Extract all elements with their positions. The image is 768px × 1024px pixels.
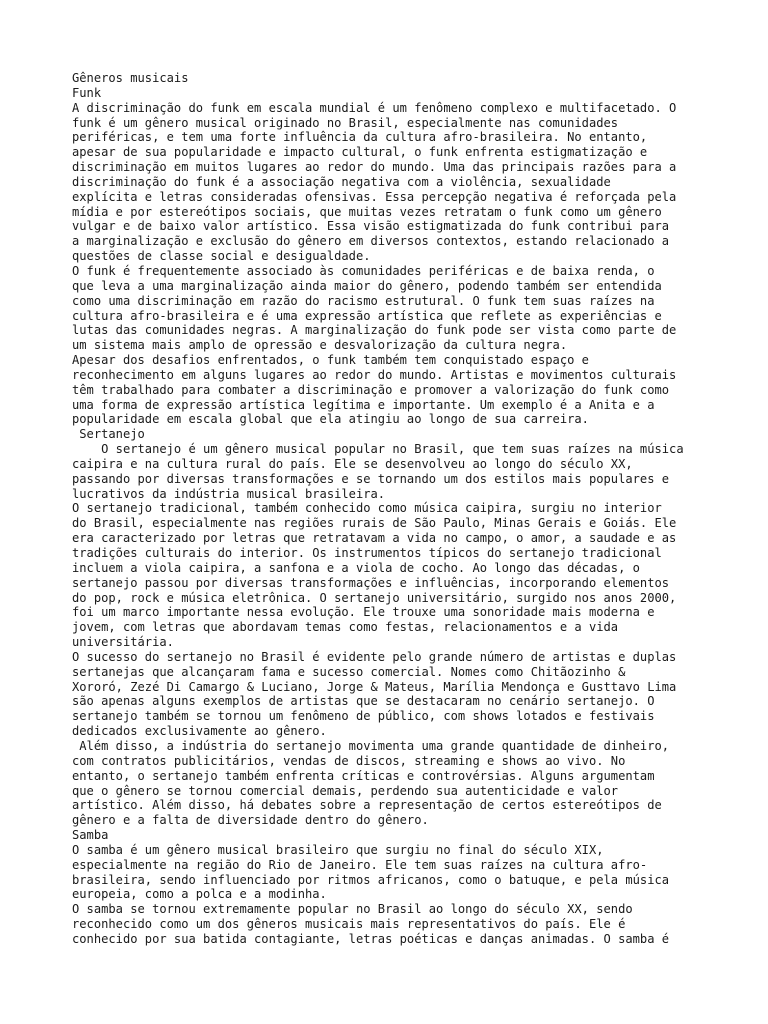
text-line: passando por diversas transformações e se tornando um dos estilos mais populares e [72,471,670,486]
text-line: do Brasil, especialmente nas regiões rurais de São Paulo, Minas Gerais e Goiás. Ele [72,516,677,531]
section-heading-funk: Funk [72,85,102,100]
text-line: com contratos publicitários, vendas de discos, streaming e shows ao vivo. No [72,753,626,768]
text-line: discriminação do funk é a associação negativa com a violência, sexualidade [72,174,611,189]
text-line: periféricas, e tem uma forte influência da cultura afro-brasileira. No entanto, [72,130,648,145]
text-line: gênero e a falta de diversidade dentro do gênero. [72,813,429,828]
text-line: sertanejo também se tornou um fenômeno de público, com shows lotados e festivais [72,709,655,724]
text-line: era caracterizado por letras que retratavam a vida no campo, o amor, a saudade e as [72,531,677,546]
text-line: Além disso, a indústria do sertanejo movimenta uma grande quantidade de dinheiro, [72,738,670,753]
text-line: brasileira, sendo influenciado por ritmos africanos, como o batuque, e pela música [72,872,670,887]
text-line: reconhecimento em alguns lugares ao redor do mundo. Artistas e movimentos culturais [72,367,677,382]
section-heading-samba: Samba [72,828,109,843]
text-line: a marginalização e exclusão do gênero em diversos contextos, estando relacionado a [72,234,670,249]
text-line: conhecido por sua batida contagiante, letras poéticas e danças animadas. O samba é [72,931,670,946]
text-line: sertanejo passou por diversas transformações e influências, incorporando elementos [72,575,670,590]
text-line: dedicados exclusivamente ao gênero. [72,724,327,739]
section-heading-sertanejo: Sertanejo [72,427,145,442]
text-line: mídia e por estereótipos sociais, que muitas vezes retratam o funk como um gênero [72,204,662,219]
text-line: O sertanejo é um gênero musical popular no Brasil, que tem suas raízes na música [72,442,684,457]
text-line: O samba é um gênero musical brasileiro que surgiu no final do século XIX, [72,842,604,857]
text-line: questões de classe social e desigualdade. [72,249,371,264]
text-line: entanto, o sertanejo também enfrenta críticas e controvérsias. Alguns argumentam [72,768,655,783]
text-line: foi um marco importante nessa evolução. Ele trouxe uma sonoridade mais moderna e [72,605,655,620]
text-line: popularidade em escala global que ela atingiu ao longo de sua carreira. [72,412,589,427]
text-line: O funk é frequentemente associado às comunidades periféricas e de baixa renda, o [72,263,655,278]
text-line: O samba se tornou extremamente popular no Brasil ao longo do século XX, sendo [72,902,633,917]
document-page [72,71,702,947]
text-line: especialmente na região do Rio de Janeiro. Ele tem suas raízes na cultura afro- [72,857,648,872]
text-line: tradições culturais do interior. Os instrumentos típicos do sertanejo tradicional [72,546,662,560]
text-line: vulgar e de baixo valor artístico. Essa visão estigmatizada do funk contribui para [72,219,670,234]
text-line: O sucesso do sertanejo no Brasil é evidente pelo grande número de artistas e duplas [72,649,677,664]
text-line: O sertanejo tradicional, também conhecido como música caipira, surgiu no interior [72,501,662,516]
text-line: sertanejas que alcançaram fama e sucesso comercial. Nomes como Chitãozinho & [72,664,626,679]
text-line: lucrativos da indústria musical brasileira. [72,486,386,501]
text-line: do pop, rock e música eletrônica. O sertanejo universitário, surgido nos anos 2000, [72,590,677,605]
text-line: que o gênero se tornou comercial demais, perdendo sua autenticidade e valor [72,783,619,798]
text-line: explícita e letras consideradas ofensivas. Essa percepção negativa é reforçada pela [72,189,677,204]
text-line: têm trabalhado para combater a discriminação e promover a valorização do funk como [72,382,670,397]
text-line: como uma discriminação em razão do racismo estrutural. O funk tem suas raízes na [72,293,655,308]
text-line: apesar de sua popularidade e impacto cultural, o funk enfrenta estigmatização e [72,145,648,160]
text-line: são apenas alguns exemplos de artistas que se destacaram no cenário sertanejo. O [72,694,655,709]
text-line: caipira e na cultura rural do país. Ele se desenvolveu ao longo do século XX, [72,456,633,471]
text-line: que leva a uma marginalização ainda maior do gênero, podendo também ser entendida [72,278,662,293]
text-line: europeia, como a polca e a modinha. [72,887,327,902]
text-line: lutas das comunidades negras. A marginalização do funk pode ser vista como parte de [72,323,677,338]
text-line: um sistema mais amplo de opressão e desvalorização da cultura negra. [72,338,568,353]
text-line: incluem a viola caipira, a sanfona e a viola de cocho. Ao longo das décadas, o [72,560,640,575]
text-line: artístico. Além disso, há debates sobre a representação de certos estereótipos de [72,798,662,813]
text-line: cultura afro-brasileira e é uma expressão artística que reflete as experiências e [72,308,662,323]
text-line: discriminação em muitos lugares ao redor do mundo. Uma das principais razões para a [72,160,677,175]
text-line: uma forma de expressão artística legítima e importante. Um exemplo é a Anita e a [72,397,655,412]
text-line: jovem, com letras que abordavam temas como festas, relacionamentos e a vida [72,620,619,635]
text-line: Xororó, Zezé Di Camargo & Luciano, Jorge & Mateus, Marília Mendonça e Gusttavo Lima [72,679,677,694]
text-line: A discriminação do funk em escala mundial é um fenômeno complexo e multifacetado. O [72,100,677,115]
text-line: Apesar dos desafios enfrentados, o funk também tem conquistado espaço e [72,353,589,368]
text-line: universitária. [72,635,174,650]
doc-title: Gêneros musicais [72,71,189,85]
text-line: reconhecido como um dos gêneros musicais mais representativos do país. Ele é [72,917,626,932]
text-line: funk é um gênero musical originado no Brasil, especialmente nas comunidades [72,115,619,130]
